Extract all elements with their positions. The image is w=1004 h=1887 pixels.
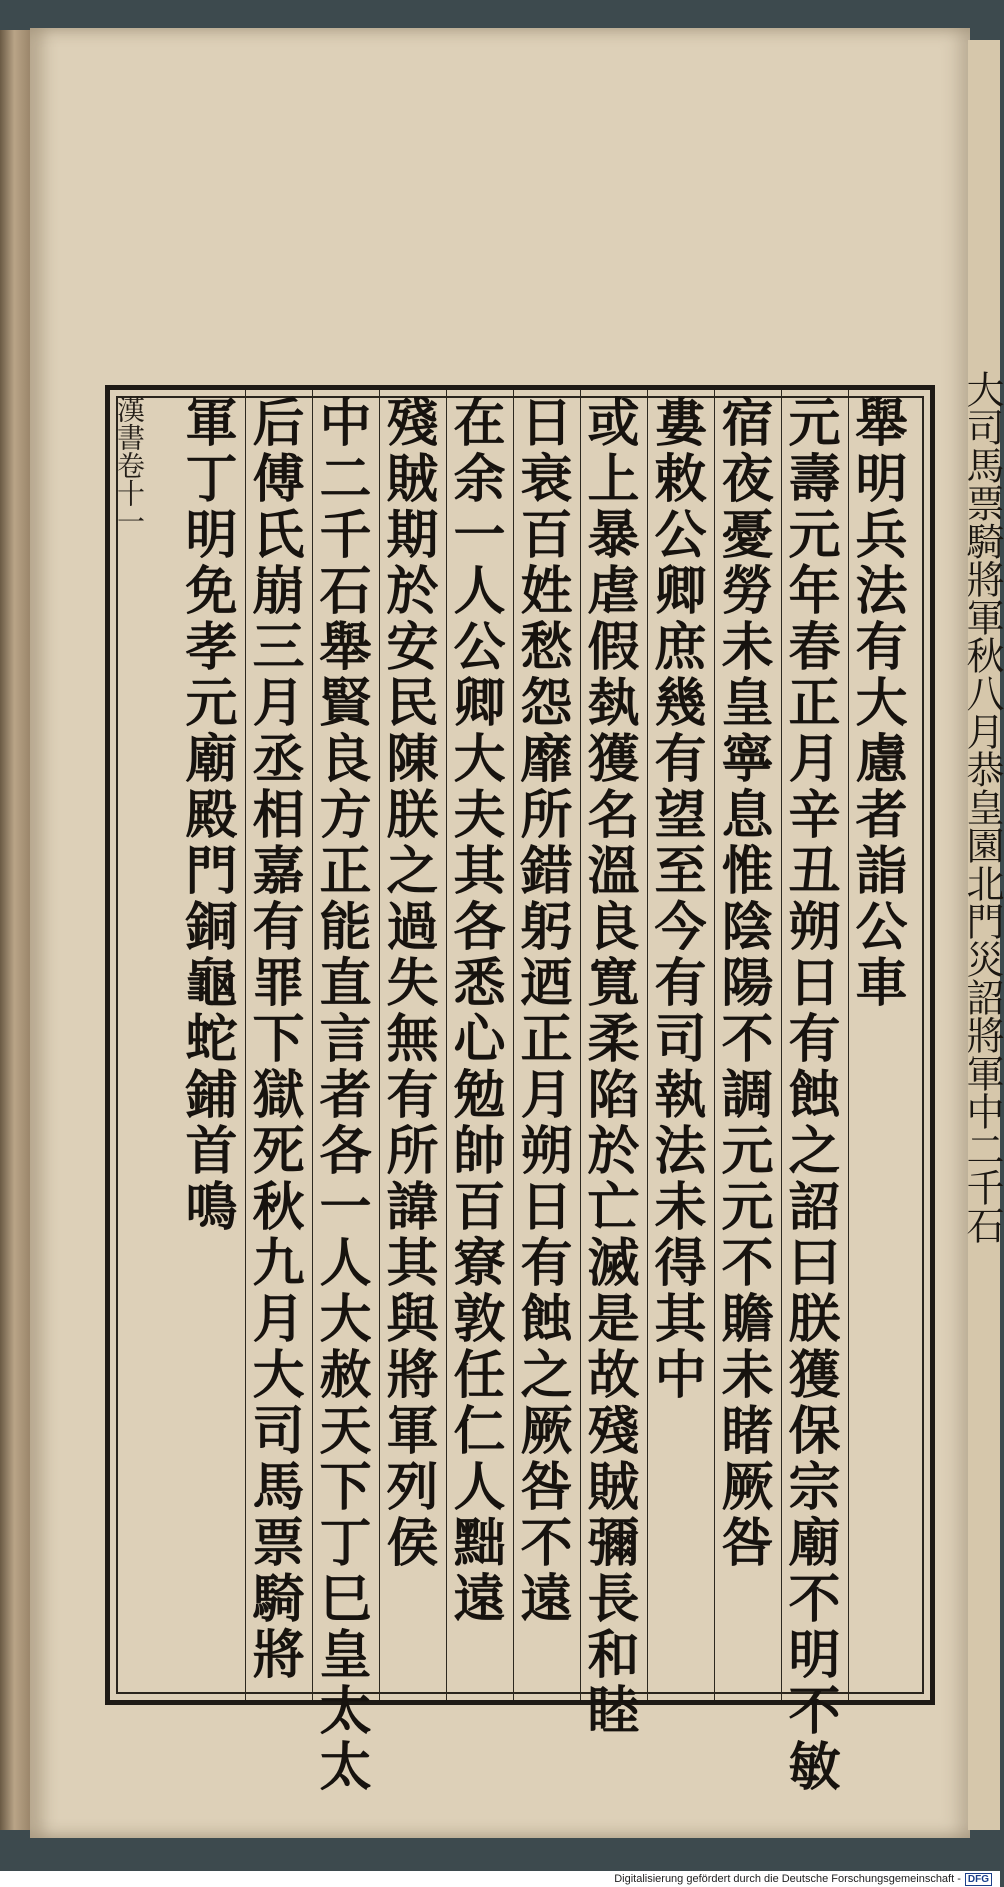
dfg-logo: DFG [965, 1873, 992, 1886]
text-column: 舉明兵法有大慮者詣公車 [846, 395, 907, 1011]
text-column: 中二千石舉賢良方正能直言者各一人大赦天下丁巳皇太太 [310, 395, 371, 1795]
text-column: 后傅氏崩三月丞相嘉有罪下獄死秋九月大司馬票騎將 [243, 395, 304, 1683]
digitization-footer [0, 1871, 1000, 1887]
facing-page-text: 大司馬票騎將軍秋八月恭皇園北門災詔將軍中二千石 [960, 370, 1004, 1244]
text-column: 元壽元年春正月辛丑朔日有蝕之詔曰朕獲保宗廟不明不敏 [779, 395, 840, 1795]
text-column: 宿夜憂勞未皇寧息惟陰陽不調元元不贍未睹厥咎 [712, 395, 773, 1571]
text-column: 殘賊期於安民陳朕之過失無有所諱其與將軍列侯 [377, 395, 438, 1571]
footer-credit: Digitalisierung gefördert durch die Deutsche Forschungsgemeinschaft - [614, 1873, 961, 1885]
margin-label: 漢書卷十一 [113, 395, 146, 535]
text-columns [150, 395, 910, 1795]
facing-page-edge [960, 40, 1004, 1830]
text-column: 或上暴虐假埶獲名溫良寬柔陷於亡滅是故殘賊彌長和睦 [578, 395, 639, 1739]
text-column: 軍丁明免孝元廟殿門銅龜蛇鋪首鳴 [176, 395, 237, 1235]
text-column: 婁敕公卿庶幾有望至今有司執法未得其中 [645, 395, 706, 1403]
text-column: 在余一人公卿大夫其各悉心勉帥百寮敦任仁人黜遠 [444, 395, 505, 1627]
text-column: 日衰百姓愁怨靡所錯躬迺正月朔日有蝕之厥咎不遠 [511, 395, 572, 1627]
